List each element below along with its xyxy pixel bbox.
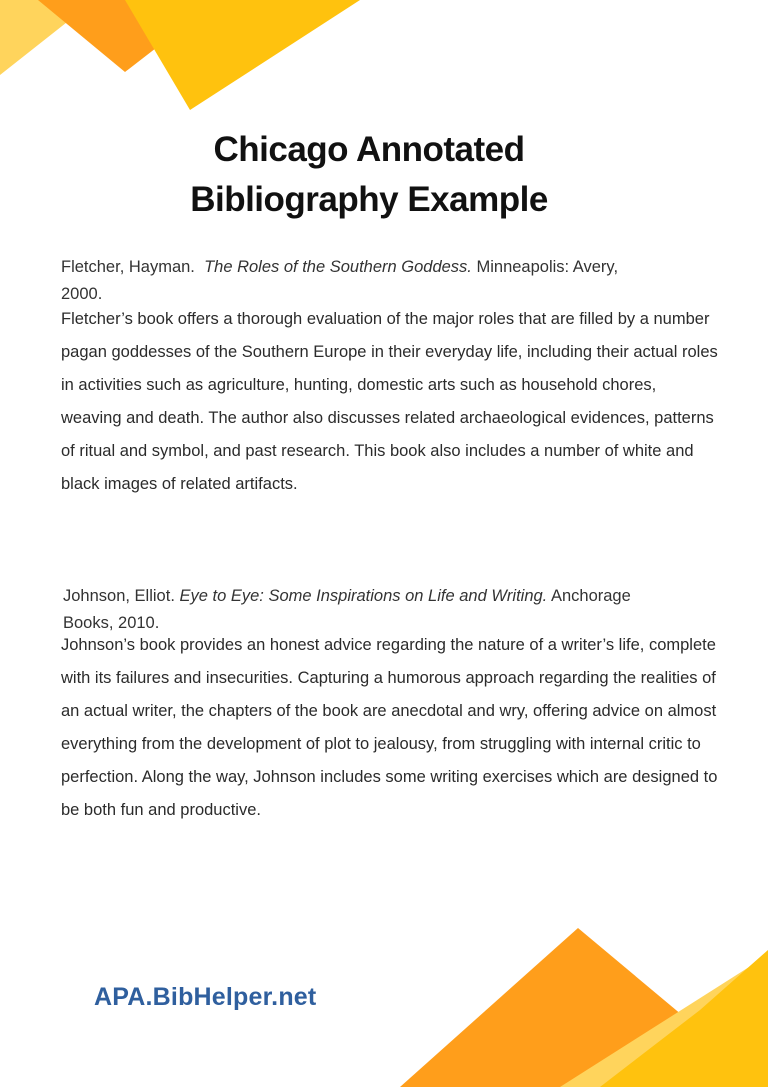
citation-2-publisher: Anchorage xyxy=(550,587,631,605)
footer-brand: APA.BibHelper.net xyxy=(94,983,317,1011)
citation-2 xyxy=(63,580,743,634)
citation-1-author: Fletcher, Hayman. xyxy=(61,258,195,276)
page-title xyxy=(0,125,738,225)
citation-2-author: Johnson, Elliot. xyxy=(63,587,175,605)
citation-1-work: The Roles of the Southern Goddess. xyxy=(204,258,472,276)
citation-2-work: Eye to Eye: Some Inspirations on Life and Writing. xyxy=(179,587,548,605)
citation-2-year: Books, 2010. xyxy=(63,614,160,632)
citation-1-year: 2000. xyxy=(61,285,103,303)
top-yellow-triangle xyxy=(125,0,360,110)
annotation-1: Fletcher’s book offers a thorough evaluation of the major roles that are filled by a number pagan goddesses of the Southern Europe in their everyday life, including their actual roles in activities such as agriculture, hunting, domestic arts such as household chores, weaving and death. The author also discusses related archaeological evidences, patterns of ritual and symbol, and past research. This book also includes a number of white and black images of related artifacts. xyxy=(61,310,718,493)
title-line-1: Chicago Annotated xyxy=(213,130,525,169)
citation-1 xyxy=(61,251,741,305)
citation-1-publisher: Minneapolis: Avery, xyxy=(476,258,619,276)
title-line-2: Bibliography Example xyxy=(190,180,548,219)
annotation-2: Johnson’s book provides an honest advice regarding the nature of a writer’s life, complete with its failures and insecurities. Capturing a humorous approach regarding the realities of an actual writer, the chapters of the book are anecdotal and wry, offering advice on almost everything from the development of plot to jealousy, from struggling with internal critic to perfection. Along the way, Johnson includes some writing exercises which are designed to be both fun and productive. xyxy=(61,636,718,819)
